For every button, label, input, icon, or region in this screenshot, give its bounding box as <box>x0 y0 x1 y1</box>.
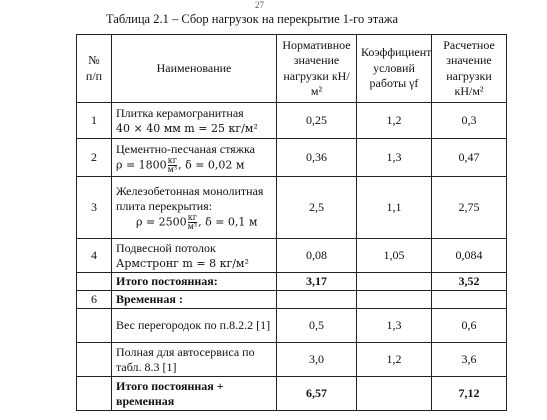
total-all-row <box>77 377 507 411</box>
row-name-text: Подвесной потолок <box>116 240 216 255</box>
header-name: Наименование <box>112 35 277 103</box>
formula-part-b: , δ = 0,1 м <box>198 215 258 229</box>
table-row <box>77 309 507 343</box>
row-name: Полная для автосервиса по табл. 8.3 [1] <box>112 343 277 377</box>
row-normative: 0,36 <box>277 139 357 177</box>
total-permanent-row <box>77 273 507 291</box>
row-num: 4 <box>77 239 112 273</box>
header-coef: Коэффициент условий работы γf <box>357 35 432 103</box>
table-row <box>77 343 507 377</box>
table-row <box>77 177 507 239</box>
row-num: 3 <box>77 177 112 239</box>
header-row <box>77 35 507 103</box>
row-name: Вес перегородок по п.8.2.2 [1] <box>112 309 277 343</box>
row-normative: 0,5 <box>277 309 357 343</box>
loads-table <box>76 34 507 411</box>
row-num: 1 <box>77 103 112 139</box>
table-row <box>77 139 507 177</box>
empty-cell <box>432 291 507 309</box>
row-name <box>112 177 277 239</box>
total-all-label: Итого постоянная + временная <box>112 377 277 411</box>
table-row <box>77 103 507 139</box>
row-coef: 1,2 <box>357 343 432 377</box>
fraction-denominator: м³ <box>167 164 178 174</box>
row-name-text: Плитка керамогранитная <box>116 105 244 120</box>
empty-cell <box>357 377 432 411</box>
fraction <box>188 214 197 231</box>
row-design: 2,75 <box>432 177 507 239</box>
empty-cell <box>77 377 112 411</box>
header-num: № п/п <box>77 35 112 103</box>
total-all-normative: 6,57 <box>277 377 357 411</box>
row-formula <box>116 157 272 174</box>
total-permanent-label: Итого постоянная: <box>112 273 277 291</box>
section-num: 6 <box>77 291 112 309</box>
formula-part-a: ρ = 2500 <box>136 215 187 229</box>
row-design: 3,6 <box>432 343 507 377</box>
row-design: 0,084 <box>432 239 507 273</box>
empty-cell <box>277 291 357 309</box>
section-row <box>77 291 507 309</box>
row-coef: 1,05 <box>357 239 432 273</box>
row-name-text: Железобетонная монолитная плита перекрытия: <box>116 184 264 213</box>
fraction-numerator: кг <box>187 213 197 222</box>
formula-part-b: , δ = 0,02 м <box>178 158 245 171</box>
row-coef: 1,2 <box>357 103 432 139</box>
row-design: 0,6 <box>432 309 507 343</box>
row-coef: 1,1 <box>357 177 432 239</box>
total-all-design: 7,12 <box>432 377 507 411</box>
row-formula: 40 × 40 мм m = 25 кг/м² <box>116 121 258 135</box>
row-formula: Армстронг m = 8 кг/м² <box>116 256 249 270</box>
row-formula <box>116 214 272 231</box>
row-normative: 2,5 <box>277 177 357 239</box>
page-number: 27 <box>255 0 264 10</box>
row-name <box>112 103 277 139</box>
fraction <box>168 157 177 174</box>
header-normative: Нормативное значение нагрузки кН/м² <box>277 35 357 103</box>
empty-cell <box>357 273 432 291</box>
row-name <box>112 139 277 177</box>
row-design: 0,3 <box>432 103 507 139</box>
fraction-denominator: м³ <box>187 222 198 231</box>
row-name-text: Цементно-песчаная стяжка <box>116 141 255 156</box>
row-name <box>112 239 277 273</box>
row-coef: 1,3 <box>357 139 432 177</box>
row-normative: 0,25 <box>277 103 357 139</box>
empty-cell <box>357 291 432 309</box>
formula-part-a: ρ = 1800 <box>116 158 167 171</box>
row-normative: 0,08 <box>277 239 357 273</box>
total-permanent-design: 3,52 <box>432 273 507 291</box>
row-coef: 1,3 <box>357 309 432 343</box>
empty-cell <box>77 343 112 377</box>
empty-cell <box>77 273 112 291</box>
table-caption: Таблица 2.1 – Сбор нагрузок на перекрытие 1-го этажа <box>106 12 399 26</box>
empty-cell <box>77 309 112 343</box>
table-row <box>77 239 507 273</box>
section-label: Временная : <box>112 291 277 309</box>
total-permanent-normative: 3,17 <box>277 273 357 291</box>
row-num: 2 <box>77 139 112 177</box>
header-design: Расчетное значение нагрузки кН/м² <box>432 35 507 103</box>
row-normative: 3,0 <box>277 343 357 377</box>
row-design: 0,47 <box>432 139 507 177</box>
fraction-numerator: кг <box>167 155 177 165</box>
